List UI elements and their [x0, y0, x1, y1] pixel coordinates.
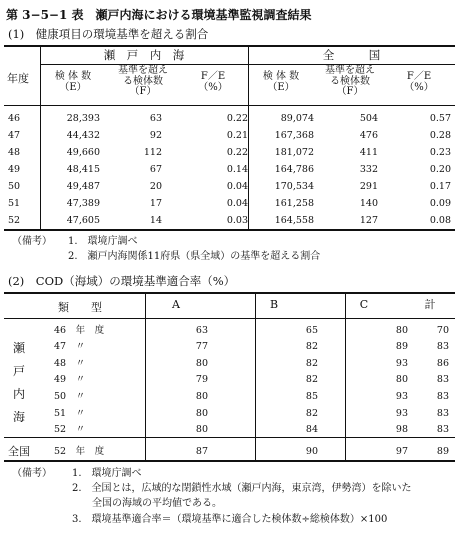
table2-header-rule — [4, 318, 455, 319]
table1-header-rule — [4, 105, 455, 106]
national-ratio-cell: 0.23 — [429, 146, 451, 158]
region-spacer — [4, 422, 54, 439]
setouchi-samples-cell: 49,660 — [66, 146, 100, 158]
setouchi-ratio-cell: 0.21 — [226, 129, 248, 141]
setouchi-group-header: 瀬 戸 内 海 — [103, 48, 185, 62]
section1-heading: (1) 健康項目の環境基準を超える割合 — [8, 27, 209, 41]
class-c-cell: 93 — [395, 390, 408, 402]
table-row — [4, 388, 455, 405]
national-label: 全国 — [8, 445, 30, 458]
table-row — [4, 322, 455, 339]
type-header: 類 型 — [58, 301, 102, 314]
class-b-cell: 65 — [305, 324, 318, 336]
year-cell: 48 〃 — [54, 357, 86, 369]
setouchi-ratio-cell: 0.14 — [226, 164, 248, 176]
setouchi-exceed-cell: 92 — [149, 129, 162, 141]
table1-top-rule — [4, 45, 455, 47]
notes1-label: （備考） — [12, 236, 52, 247]
class-c-cell: 97 — [395, 446, 408, 458]
class-b-cell: 82 — [305, 407, 318, 419]
exceed-header: 基準を超え る検体数 （F） — [118, 65, 168, 97]
national-exceed-cell: 140 — [359, 198, 378, 210]
year-cell: 46 年 度 — [54, 324, 105, 336]
national-samples-cell: 170,534 — [274, 181, 314, 193]
note-1: 1. 環境庁調べ — [72, 468, 142, 479]
year-cell: 52 〃 — [54, 424, 86, 436]
national-group-header: 全 国 — [322, 48, 381, 62]
class-c-cell: 80 — [395, 374, 408, 386]
class-c-cell: 89 — [395, 341, 408, 353]
class-c-cell: 93 — [395, 357, 408, 369]
table-row — [4, 372, 455, 389]
page-title: 第 3−5−1 表 瀬戸内海における環境基準監視調査結果 — [6, 8, 312, 22]
setouchi-samples-cell: 28,393 — [66, 112, 100, 124]
year-cell: 50 〃 — [54, 390, 86, 402]
national-exceed-cell: 291 — [359, 181, 378, 193]
region-spacer — [4, 372, 54, 389]
ratio-header: F／E （%） — [198, 71, 228, 93]
year-cell: 49 〃 — [54, 374, 86, 386]
year-cell: 47 〃 — [54, 341, 86, 353]
total-cell: 83 — [436, 424, 449, 436]
region-spacer — [4, 322, 54, 339]
total-cell: 83 — [436, 341, 449, 353]
national-exceed-cell: 127 — [359, 215, 378, 227]
national-ratio-cell: 0.08 — [429, 215, 451, 227]
total-cell: 83 — [436, 407, 449, 419]
setouchi-samples-cell: 47,605 — [66, 215, 100, 227]
table-row — [4, 422, 455, 439]
class-a-cell: 80 — [195, 390, 208, 402]
class-a-cell: 63 — [195, 324, 208, 336]
setouchi-exceed-cell: 14 — [149, 215, 162, 227]
setouchi-ratio-cell: 0.03 — [226, 215, 248, 227]
cod-table — [4, 322, 455, 460]
note-2-cont: 全国の海域の平均値である。 — [72, 498, 222, 509]
samples-header: 検 体 数 （E） — [54, 71, 92, 93]
national-samples-cell: 89,074 — [280, 112, 314, 124]
setouchi-ratio-cell: 0.22 — [226, 112, 248, 124]
national-exceed-cell: 476 — [359, 129, 378, 141]
region-char: 戸 — [13, 364, 26, 378]
total-header: 計 — [424, 298, 436, 311]
total-cell: 83 — [436, 374, 449, 386]
table-row — [4, 355, 455, 372]
class-c-cell: 93 — [395, 407, 408, 419]
year-cell: 49 — [8, 164, 21, 176]
samples-header: 検 体 数 （E） — [262, 71, 300, 93]
table-row — [4, 213, 455, 230]
year-cell: 51 — [8, 198, 21, 210]
year-cell: 47 — [8, 129, 21, 141]
note-2: 2. 瀬戸内海関係11府県（県全域）の基準を超える割合 — [68, 251, 321, 262]
exceed-header: 基準を超え る検体数 （F） — [325, 65, 375, 97]
setouchi-ratio-cell: 0.22 — [226, 146, 248, 158]
note-3: 3. 環境基準適合率＝（環境基準に適合した検体数÷総検体数）×100 — [72, 514, 388, 525]
year-column-header: 年度 — [7, 72, 29, 85]
table-row — [4, 144, 455, 161]
national-samples-cell: 164,786 — [274, 164, 314, 176]
national-exceed-cell: 332 — [359, 164, 378, 176]
region-char: 瀬 — [13, 341, 26, 355]
table-row — [4, 195, 455, 212]
setouchi-samples-cell: 47,389 — [66, 198, 100, 210]
national-exceed-cell: 411 — [359, 146, 378, 158]
national-samples-cell: 164,558 — [274, 215, 314, 227]
total-cell: 86 — [436, 357, 449, 369]
setouchi-exceed-cell: 67 — [149, 164, 162, 176]
table-row — [4, 178, 455, 195]
ratio-header: F／E （%） — [404, 71, 434, 93]
class-b-cell: 85 — [305, 390, 318, 402]
setouchi-samples-cell: 44,432 — [66, 129, 100, 141]
national-ratio-cell: 0.57 — [429, 112, 451, 124]
table-row — [4, 127, 455, 144]
total-cell: 89 — [436, 446, 449, 458]
national-ratio-cell: 0.17 — [429, 181, 451, 193]
table2-bottom-rule — [4, 460, 455, 462]
setouchi-exceed-cell: 17 — [149, 198, 162, 210]
class-a-cell: 87 — [195, 446, 208, 458]
setouchi-exceed-cell: 112 — [143, 146, 162, 158]
year-cell: 52 — [8, 215, 21, 227]
class-b-cell: 82 — [305, 357, 318, 369]
setouchi-samples-cell: 48,415 — [66, 164, 100, 176]
class-a-cell: 79 — [195, 374, 208, 386]
class-c-cell: 98 — [395, 424, 408, 436]
year-cell: 48 — [8, 146, 21, 158]
national-samples-cell: 167,368 — [274, 129, 314, 141]
region-spacer — [4, 355, 54, 372]
table-row — [4, 339, 455, 356]
setouchi-exceed-cell: 20 — [149, 181, 162, 193]
setouchi-samples-cell: 49,487 — [66, 181, 100, 193]
class-b-header: B — [269, 298, 279, 311]
class-a-cell: 77 — [195, 341, 208, 353]
class-a-cell: 80 — [195, 424, 208, 436]
class-a-cell: 80 — [195, 407, 208, 419]
class-c-header: C — [359, 298, 369, 311]
year-cell: 46 — [8, 112, 21, 124]
class-b-cell: 82 — [305, 341, 318, 353]
setouchi-ratio-cell: 0.04 — [226, 181, 248, 193]
year-cell: 52 年 度 — [54, 446, 105, 458]
section2-heading: (2) COD（海域）の環境基準適合率（%） — [8, 274, 236, 288]
class-a-header: A — [172, 298, 180, 311]
national-ratio-cell: 0.09 — [429, 198, 451, 210]
table-row — [4, 405, 455, 422]
class-c-cell: 80 — [395, 324, 408, 336]
year-cell: 51 〃 — [54, 407, 86, 419]
notes2-label: （備考） — [12, 468, 52, 479]
national-exceed-cell: 504 — [359, 112, 378, 124]
class-b-cell: 90 — [305, 446, 318, 458]
table-row — [4, 110, 455, 127]
table-row — [4, 161, 455, 178]
setouchi-exceed-cell: 63 — [149, 112, 162, 124]
region-char: 内 — [13, 387, 26, 401]
note-2: 2. 全国とは，広域的な閉鎖性水域（瀬戸内海，東京湾，伊勢湾）を除いた — [72, 483, 412, 494]
health-items-table — [4, 110, 455, 230]
national-ratio-cell: 0.20 — [429, 164, 451, 176]
table-row — [4, 444, 455, 460]
setouchi-ratio-cell: 0.04 — [226, 198, 248, 210]
class-a-cell: 80 — [195, 357, 208, 369]
total-cell: 83 — [436, 390, 449, 402]
region-spacer — [4, 339, 54, 356]
national-ratio-cell: 0.28 — [429, 129, 451, 141]
note-1: 1. 環境庁調べ — [68, 236, 138, 247]
total-cell: 70 — [436, 324, 449, 336]
table2-top-rule — [4, 292, 455, 294]
region-spacer — [4, 388, 54, 405]
year-cell: 50 — [8, 181, 21, 193]
national-samples-cell: 161,258 — [274, 198, 314, 210]
class-b-cell: 82 — [305, 374, 318, 386]
region-spacer — [4, 405, 54, 422]
region-char: 海 — [13, 410, 26, 424]
national-samples-cell: 181,072 — [274, 146, 314, 158]
class-b-cell: 84 — [305, 424, 318, 436]
